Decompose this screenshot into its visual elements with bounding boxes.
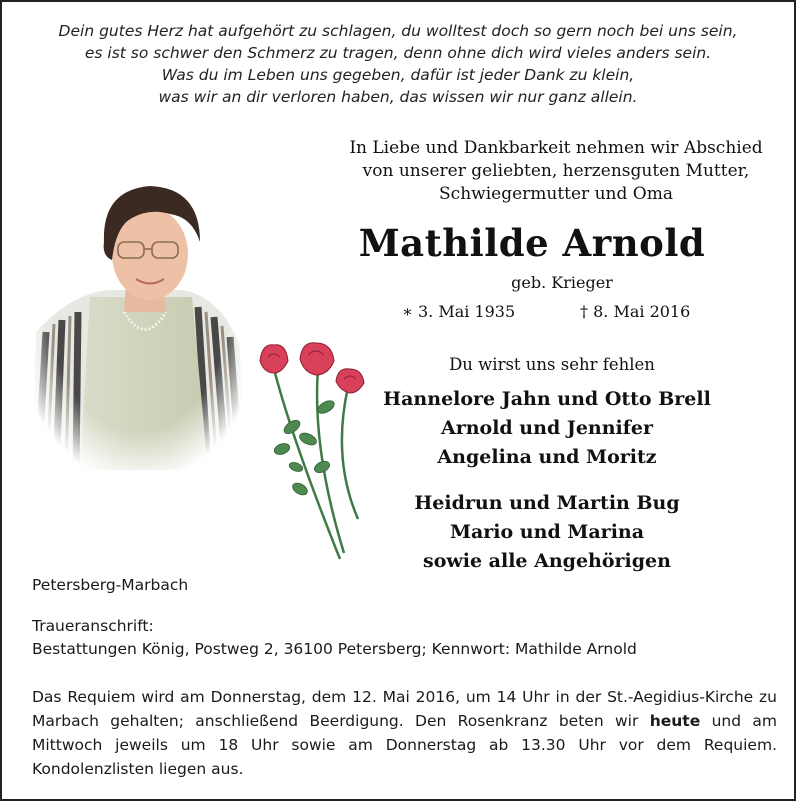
mourners-group-1 — [372, 385, 722, 472]
poem-line: Dein gutes Herz hat aufgehört zu schlagen, du wolltest doch so gern noch bei uns sein, — [58, 22, 738, 40]
rose-illustration — [252, 339, 372, 563]
mourner-line: Angelina und Moritz — [437, 446, 657, 468]
requiem-notice — [32, 685, 777, 781]
mourners-group-2 — [372, 489, 722, 576]
maiden-name: geb. Krieger — [511, 273, 613, 292]
death-date: † 8. Mai 2016 — [580, 302, 691, 321]
poem-line: Was du im Leben uns gegeben, dafür ist jeder Dank zu klein, — [161, 66, 635, 84]
address-label: Traueranschrift: — [32, 617, 154, 635]
mourner-line: Heidrun und Martin Bug — [414, 492, 680, 514]
birth-date: ∗ 3. Mai 1935 — [402, 302, 516, 321]
intro-line: Schwiegermutter und Oma — [439, 184, 673, 204]
mourners-heading: Du wirst uns sehr fehlen — [449, 355, 655, 374]
deceased-name: Mathilde Arnold — [358, 221, 706, 265]
farewell-intro — [322, 137, 790, 206]
poem-line: es ist so schwer den Schmerz zu tragen, denn ohne dich wird vieles anders sein. — [84, 44, 712, 62]
mourner-line: sowie alle Angehörigen — [423, 550, 671, 572]
mourner-line: Hannelore Jahn und Otto Brell — [383, 388, 711, 410]
mourning-address: Bestattungen König, Postweg 2, 36100 Petersberg; Kennwort: Mathilde Arnold — [32, 640, 637, 658]
place-name: Petersberg-Marbach — [32, 576, 189, 594]
mourner-line: Arnold und Jennifer — [440, 417, 654, 439]
intro-line: In Liebe und Dankbarkeit nehmen wir Abschied — [349, 138, 763, 158]
requiem-text: und am Mittwoch jeweils um 18 Uhr sowie am Donnerstag ab 13.30 Uhr vor dem Requiem. Kondolenzlisten liegen aus. — [32, 712, 777, 778]
requiem-text: Das Requiem wird am Donnerstag, dem 12. Mai 2016, um 14 Uhr in der St.-Aegidius-Kirche zu Marbach gehalten; anschließend Beerdigung. Den Rosenkranz beten wir — [32, 688, 777, 730]
requiem-highlight: heute — [649, 712, 701, 730]
mourner-line: Mario und Marina — [449, 521, 645, 543]
portrait-photo — [32, 172, 244, 470]
poem-line: was wir an dir verloren haben, das wissen wir nur ganz allein. — [158, 88, 638, 106]
poem — [2, 20, 794, 108]
intro-line: von unserer geliebten, herzensguten Mutter, — [362, 161, 750, 181]
